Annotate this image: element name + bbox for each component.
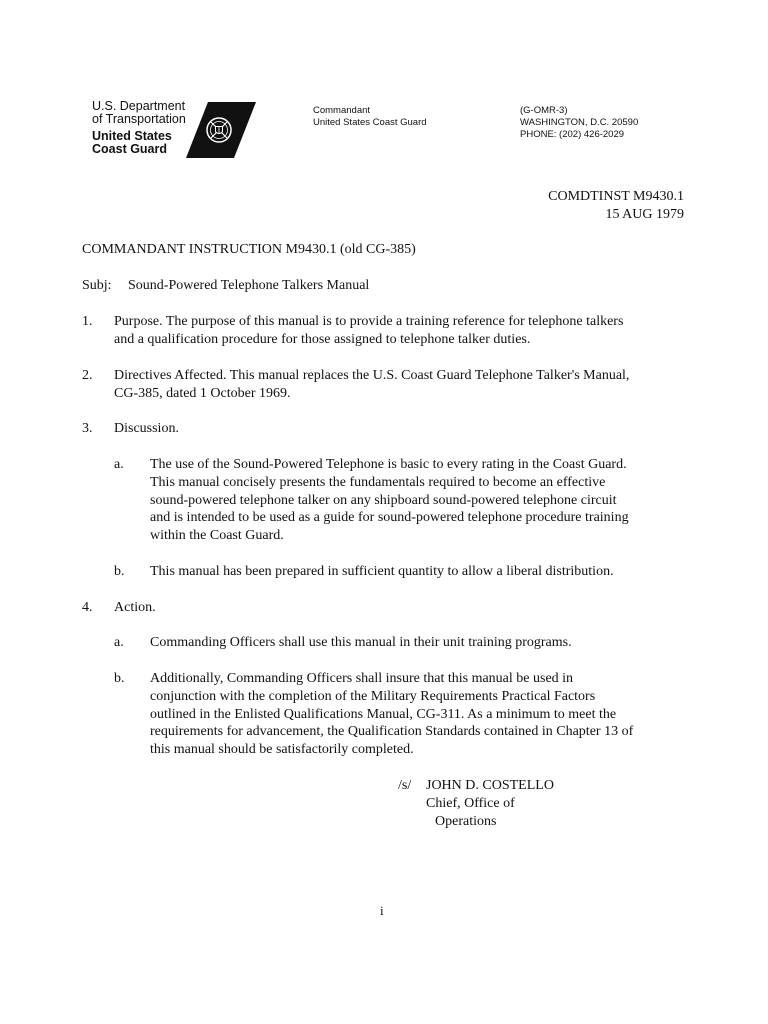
text-line: conjunction with the completion of the Military Requirements Practical Factors	[150, 688, 596, 704]
agency-line: United States	[92, 129, 172, 143]
sender-block	[313, 105, 427, 129]
text-line: CG-385, dated 1 October 1969.	[114, 385, 291, 401]
paragraph-number: 1.	[82, 314, 93, 329]
paragraph-body	[114, 420, 694, 438]
page-number: i	[380, 903, 384, 918]
paragraph-number: 4.	[82, 600, 93, 615]
instruction-number: COMDTINST M9430.1	[548, 189, 684, 204]
subparagraph-body	[150, 670, 690, 759]
paragraph-body	[114, 367, 694, 403]
subject-text: Sound-Powered Telephone Talkers Manual	[128, 278, 370, 293]
text-line: Directives Affected. This manual replaces the U.S. Coast Guard Telephone Talker's Manual,	[114, 368, 630, 383]
agency-line: Coast Guard	[92, 142, 168, 156]
subject-label: Subj:	[82, 278, 112, 293]
paragraph-body	[114, 599, 694, 617]
subparagraph-label: a.	[114, 635, 124, 650]
signer-name: JOHN D. COSTELLO	[426, 778, 554, 793]
sender-line: United States Coast Guard	[313, 117, 427, 128]
paragraph-number: 2.	[82, 368, 93, 383]
address-block	[520, 105, 638, 141]
subject-line	[82, 277, 369, 295]
text-line: outlined in the Enlisted Qualifications Manual, CG-311. As a minimum to meet the	[150, 706, 617, 722]
text-line: sound-powered telephone talker on any shipboard sound-powered telephone circuit	[150, 492, 617, 508]
text-line: this manual should be satisfactorily completed.	[150, 742, 414, 758]
subparagraph-label: b.	[114, 564, 125, 579]
address-line: PHONE: (202) 426-2029	[520, 129, 625, 140]
signature-block	[426, 777, 554, 830]
text-line: requirements for advancement, the Qualification Standards contained in Chapter 13 of	[150, 724, 634, 740]
agency-name-block	[92, 100, 186, 156]
subparagraph-body	[150, 563, 690, 581]
agency-line: U.S. Department	[92, 99, 186, 113]
reference-block	[548, 188, 684, 224]
text-line: Action.	[114, 600, 156, 615]
text-line: Purpose. The purpose of this manual is to provide a training reference for telephone talkers	[114, 314, 624, 329]
subparagraph-body	[150, 456, 690, 545]
text-line: Additionally, Commanding Officers shall insure that this manual be used in	[150, 671, 574, 686]
text-line: This manual has been prepared in sufficient quantity to allow a liberal distribution.	[150, 564, 614, 579]
signature-mark: /s/	[398, 778, 412, 793]
text-line: Discussion.	[114, 421, 179, 436]
agency-line: of Transportation	[92, 112, 186, 126]
subparagraph-label: a.	[114, 457, 124, 472]
text-line: within the Coast Guard.	[150, 528, 284, 544]
text-line: and a qualification procedure for those assigned to telephone talker duties.	[114, 331, 531, 347]
paragraph-body	[114, 313, 694, 349]
signer-title: Operations	[435, 813, 497, 829]
sender-line: Commandant	[313, 105, 371, 116]
subparagraph-body	[150, 634, 690, 652]
document-title: COMMANDANT INSTRUCTION M9430.1 (old CG-385)	[82, 242, 416, 257]
text-line: The use of the Sound-Powered Telephone is basic to every rating in the Coast Guard.	[150, 457, 627, 472]
text-line: Commanding Officers shall use this manual in their unit training programs.	[150, 635, 572, 650]
text-line: This manual concisely presents the fundamentals required to become an effective	[150, 474, 606, 490]
address-line: WASHINGTON, D.C. 20590	[520, 117, 639, 128]
subparagraph-label: b.	[114, 671, 125, 686]
coast-guard-emblem-icon	[186, 102, 256, 158]
instruction-date: 15 AUG 1979	[605, 207, 684, 222]
text-line: and is intended to be used as a guide for sound-powered telephone procedure training	[150, 510, 629, 526]
signer-title: Chief, Office of	[426, 795, 515, 811]
paragraph-number: 3.	[82, 421, 93, 436]
address-line: (G-OMR-3)	[520, 105, 568, 116]
